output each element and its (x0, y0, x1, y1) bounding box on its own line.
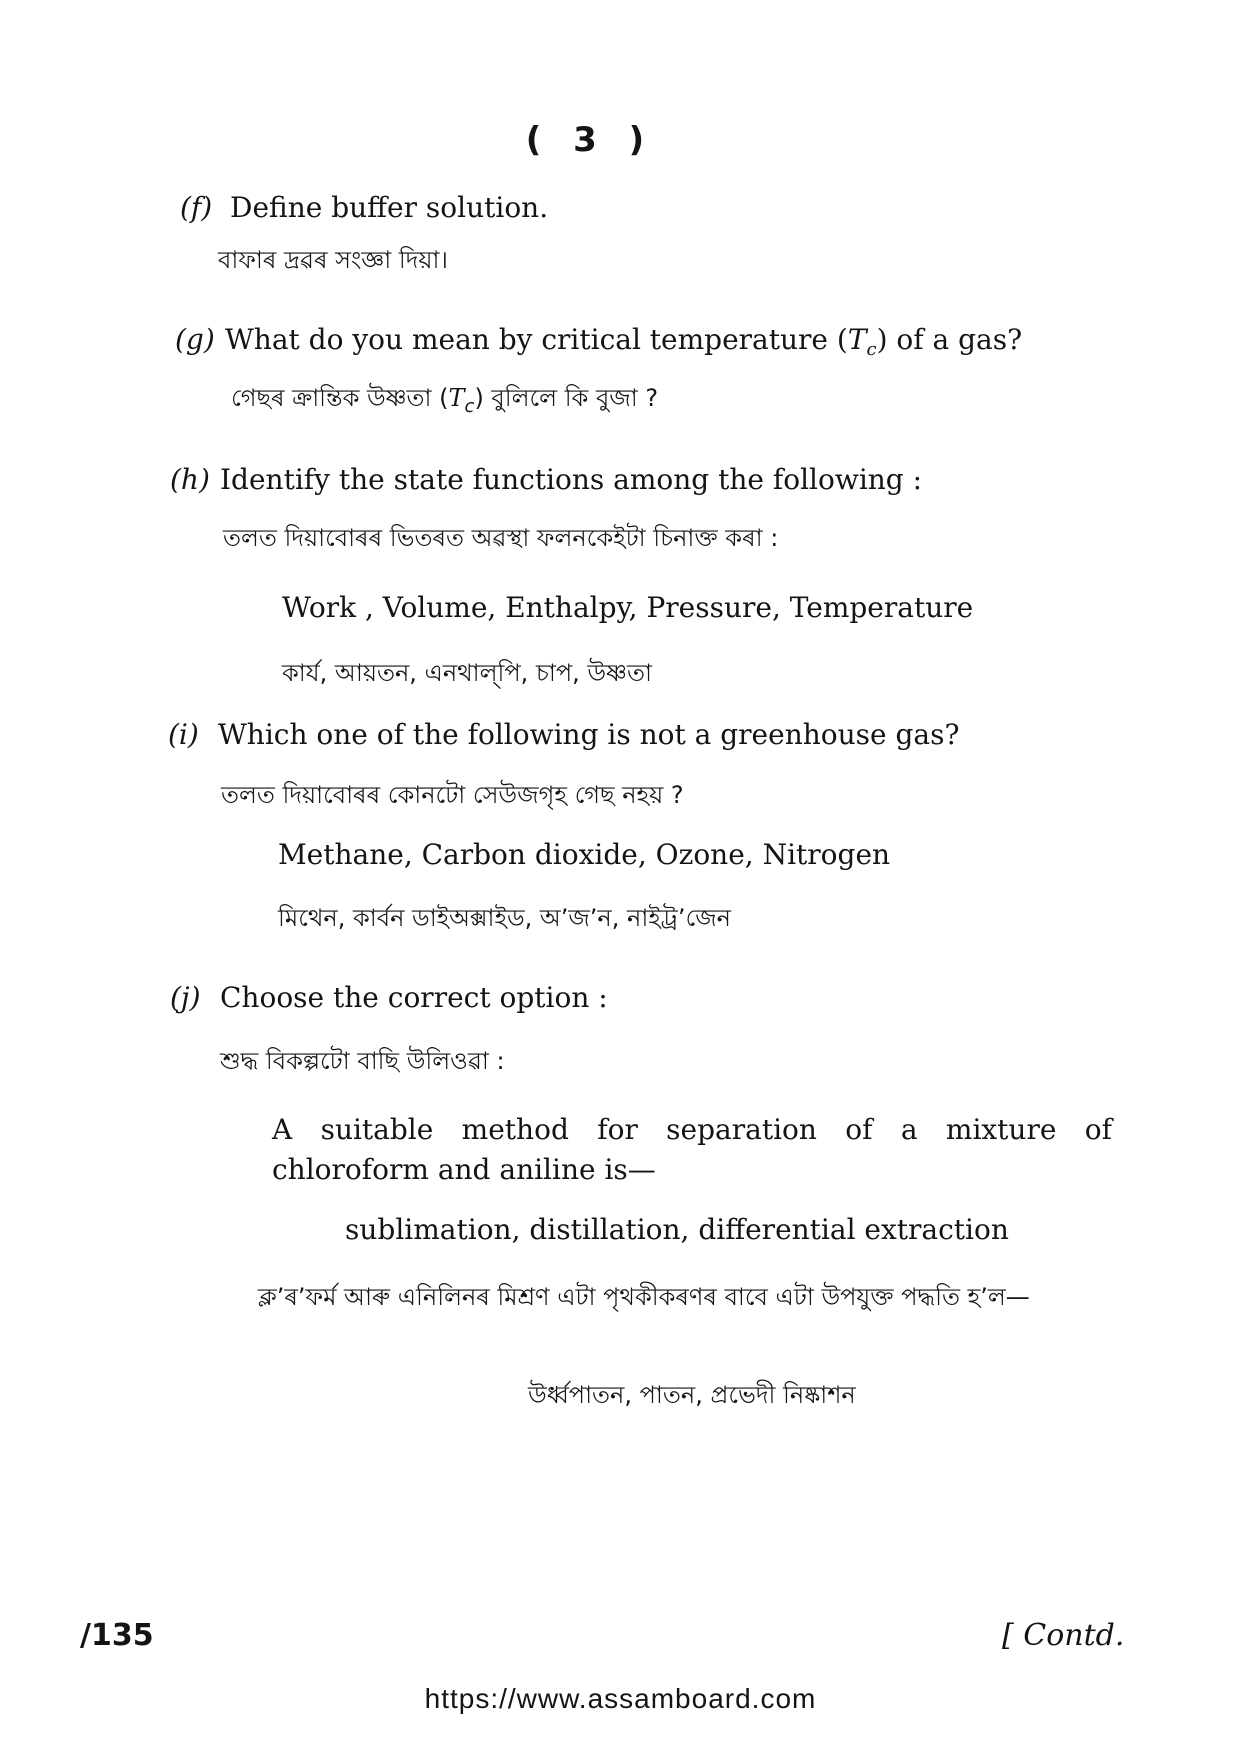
question-g-assamese-post: ) বুলিলে কি বুজা ? (474, 384, 659, 412)
question-f-assamese: বাফাৰ দ্ৰৱৰ সংজ্ঞা দিয়া। (218, 246, 448, 274)
question-j-stem-assamese: ক্ল’ৰ’ফৰ্ম আৰু এনিলিনৰ মিশ্ৰণ এটা পৃথকীকৰণৰ বাবে এটা উপযুক্ত পদ্ধতি হ’ল— (258, 1283, 1030, 1311)
question-j-stem-english: A suitable method for separation of a mixture of chloroform and aniline is— (272, 1113, 1112, 1186)
question-g-assamese-pre: গেছৰ ক্ৰান্তিক উষ্ণতা ( (231, 384, 449, 412)
source-url[interactable]: https://www.assamboard.com (424, 1683, 817, 1714)
question-j-options-english: sublimation, distillation, differential extraction (345, 1213, 1009, 1246)
question-f (180, 190, 1130, 280)
question-h-label: (h) (170, 463, 210, 496)
question-j-assamese: শুদ্ধ বিকল্পটো বাছি উলিওৱা : (220, 1047, 505, 1075)
question-g-subscript: c (866, 339, 877, 360)
question-i-options-assamese: মিথেন, কাৰ্বন ডাইঅক্সাইড, অ’জ’ন, নাইট্ৰ’জেন (278, 904, 731, 932)
question-f-label: (f) (180, 191, 213, 224)
question-g-assamese-symbol: T (448, 384, 465, 412)
question-g-english-post: ) of a gas? (876, 323, 1023, 356)
question-i-options-english: Methane, Carbon dioxide, Ozone, Nitrogen (278, 838, 891, 871)
question-i (168, 717, 1118, 947)
question-g-label: (g) (175, 323, 215, 356)
page-number: ( 3 ) (525, 120, 655, 160)
question-g (175, 322, 1125, 422)
question-g-english (225, 322, 1022, 368)
question-j-label: (j) (170, 981, 201, 1014)
question-h (170, 462, 1120, 692)
question-h-english: Identify the state functions among the following : (220, 463, 923, 496)
paper-code: /135 (80, 1618, 154, 1653)
question-g-assamese-subscript: c (464, 396, 475, 417)
question-f-english: Define buffer solution. (230, 191, 549, 224)
question-h-options-english: Work , Volume, Enthalpy, Pressure, Temperature (282, 591, 974, 624)
question-i-label: (i) (168, 718, 199, 751)
question-i-english: Which one of the following is not a greenhouse gas? (218, 718, 960, 751)
question-j-options-assamese: উৰ্ধ্বপাতন, পাতন, প্ৰভেদী নিষ্কাশন (528, 1381, 856, 1409)
question-h-assamese: তলত দিয়াবোৰৰ ভিতৰত অৱস্থা ফলনকেইটা চিনাক্ত কৰা : (223, 524, 779, 552)
question-i-assamese: তলত দিয়াবোৰৰ কোনটো সেউজগৃহ গেছ নহয় ? (221, 781, 684, 809)
question-h-options-assamese: কাৰ্য, আয়তন, এনথাল্‌পি, চাপ, উষ্ণতা (282, 659, 652, 687)
question-g-symbol: T (847, 323, 867, 356)
question-j (170, 980, 1120, 1580)
question-g-assamese (231, 380, 658, 425)
question-g-english-pre: What do you mean by critical temperature ( (225, 323, 848, 356)
question-j-english: Choose the correct option : (220, 981, 608, 1014)
continued-label: [ Contd. (1002, 1618, 1125, 1653)
